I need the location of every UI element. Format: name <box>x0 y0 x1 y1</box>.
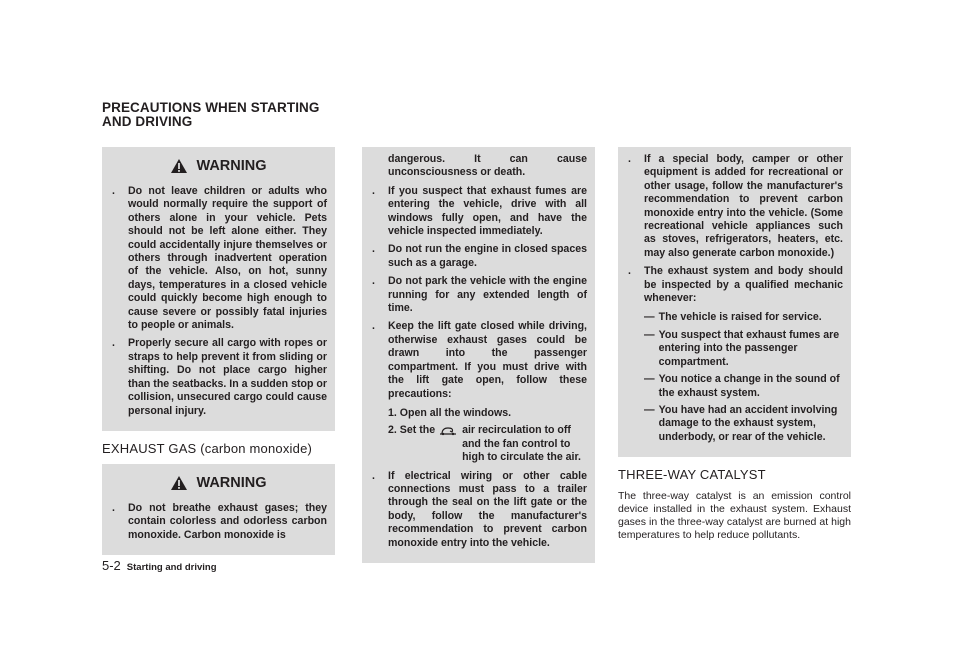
column-1 <box>102 147 335 555</box>
list-item <box>370 320 587 400</box>
dash-item: — You have had an accident involving damage to the exhaust system, underbody, or rear of the vehicle. <box>644 403 838 443</box>
list-item <box>370 470 587 550</box>
bullet: . <box>372 320 375 333</box>
list-item <box>110 337 327 417</box>
list-item-continuation <box>370 153 587 180</box>
item-text: dangerous. It can cause unconsciousness or death. <box>388 153 587 179</box>
list-item <box>370 243 587 270</box>
column-3 <box>618 147 851 542</box>
warning-panel-continued <box>362 147 595 563</box>
exhaust-gas-heading: EXHAUST GAS (carbon monoxide) <box>102 440 313 456</box>
item-text: If a special body, camper or other equipment is added for recreational or other usage, follow the manufacturer's recommendation to prevent carbon monoxide entry into the vehicle. (Some recreational vehicle appliances such as stoves, refrigerators, heaters, etc. may also generate carbon monoxide.) <box>644 153 843 259</box>
list-item <box>626 265 843 305</box>
list-item <box>626 153 843 260</box>
warning-panel-2 <box>102 464 335 555</box>
footer-title: Starting and driving <box>126 562 217 573</box>
bullet: . <box>372 469 375 482</box>
dash-item: — The vehicle is raised for service. <box>644 311 822 324</box>
item-text: Do not run the engine in closed spaces such as a garage. <box>388 243 587 269</box>
section-header-line2: AND DRIVING <box>102 114 193 129</box>
warning-label: WARNING <box>196 158 267 174</box>
catalyst-body-text: The three-way catalyst is an emission control device installed in the exhaust system. Exhaust gases in the three-way catalyst are burned at high temperatures to help reduce pollutants. <box>618 490 851 542</box>
item-text: Do not park the vehicle with the engine running for any extended length of time. <box>388 275 587 315</box>
section-header <box>102 101 320 129</box>
item-text: The exhaust system and body should be inspected by a qualified mechanic whenever: <box>644 265 843 305</box>
bullet: . <box>112 185 115 197</box>
bullet: . <box>628 153 631 165</box>
column-2 <box>362 147 595 563</box>
dash-item: — You notice a change in the sound of the exhaust system. <box>644 373 840 399</box>
precaution-steps <box>370 407 587 465</box>
section-header-line1: PRECAUTIONS WHEN STARTING <box>102 100 320 115</box>
bullet: . <box>372 243 375 256</box>
warning-panel-1 <box>102 147 335 431</box>
air-recirculation-icon <box>438 426 458 436</box>
warning-title <box>110 472 327 494</box>
step-2: 2. Set the air recirculation to off and the fan control to high to circulate the air. <box>388 424 581 464</box>
dash-item: — You suspect that exhaust fumes are entering into the passenger compartment. <box>644 328 840 368</box>
warning-triangle-icon <box>170 475 188 491</box>
item-text: Do not leave children or adults who would normally require the support of others alone in your vehicle. Pets should not be left alone either. They could accidentally injure themselves or others through inadvertent operation of the vehicle. Also, on hot, sunny days, temperatures in a closed vehicle could quickly become high enough to cause severe or possibly fatal injuries to people or animals. <box>128 185 327 332</box>
page-footer <box>102 558 217 573</box>
bullet: . <box>372 184 375 197</box>
item-text: If you suspect that exhaust fumes are entering the vehicle, drive with all windows fully open, and have the vehicle inspected immediately. <box>388 184 587 238</box>
list-item <box>110 185 327 332</box>
three-way-catalyst-heading: THREE-WAY CATALYST <box>618 467 766 483</box>
bullet: . <box>372 275 375 288</box>
item-text: Properly secure all cargo with ropes or straps to help prevent it from sliding or shifting. Do not place cargo higher than the seatbacks. In a sudden stop or collision, unsecured cargo could cause personal injury. <box>128 337 327 417</box>
warning-label: WARNING <box>196 474 267 491</box>
warning-title <box>110 155 327 177</box>
list-item <box>370 185 587 239</box>
warning-panel-continued <box>618 147 851 457</box>
warning-triangle-icon <box>170 158 188 174</box>
item-text: If electrical wiring or other cable connections must pass to a trailer through the seal on the lift gate or the body, follow the manufacturer's recommendation to prevent carbon monoxide entry into the vehicle. <box>388 469 587 549</box>
page-number: 5-2 <box>102 558 121 573</box>
item-text: Do not breathe exhaust gases; they contain colorless and odorless carbon monoxide. Carbon monoxide is <box>128 501 327 541</box>
list-item <box>110 502 327 542</box>
step-1: 1. Open all the windows. <box>388 406 512 419</box>
inspection-conditions <box>626 311 843 444</box>
bullet: . <box>112 501 115 514</box>
list-item <box>370 275 587 315</box>
item-text: Keep the lift gate closed while driving, otherwise exhaust gases could be drawn into the passenger compartment. If you must drive with the lift gate open, follow these precautions: <box>388 320 587 400</box>
bullet: . <box>112 337 115 350</box>
bullet: . <box>628 265 631 278</box>
